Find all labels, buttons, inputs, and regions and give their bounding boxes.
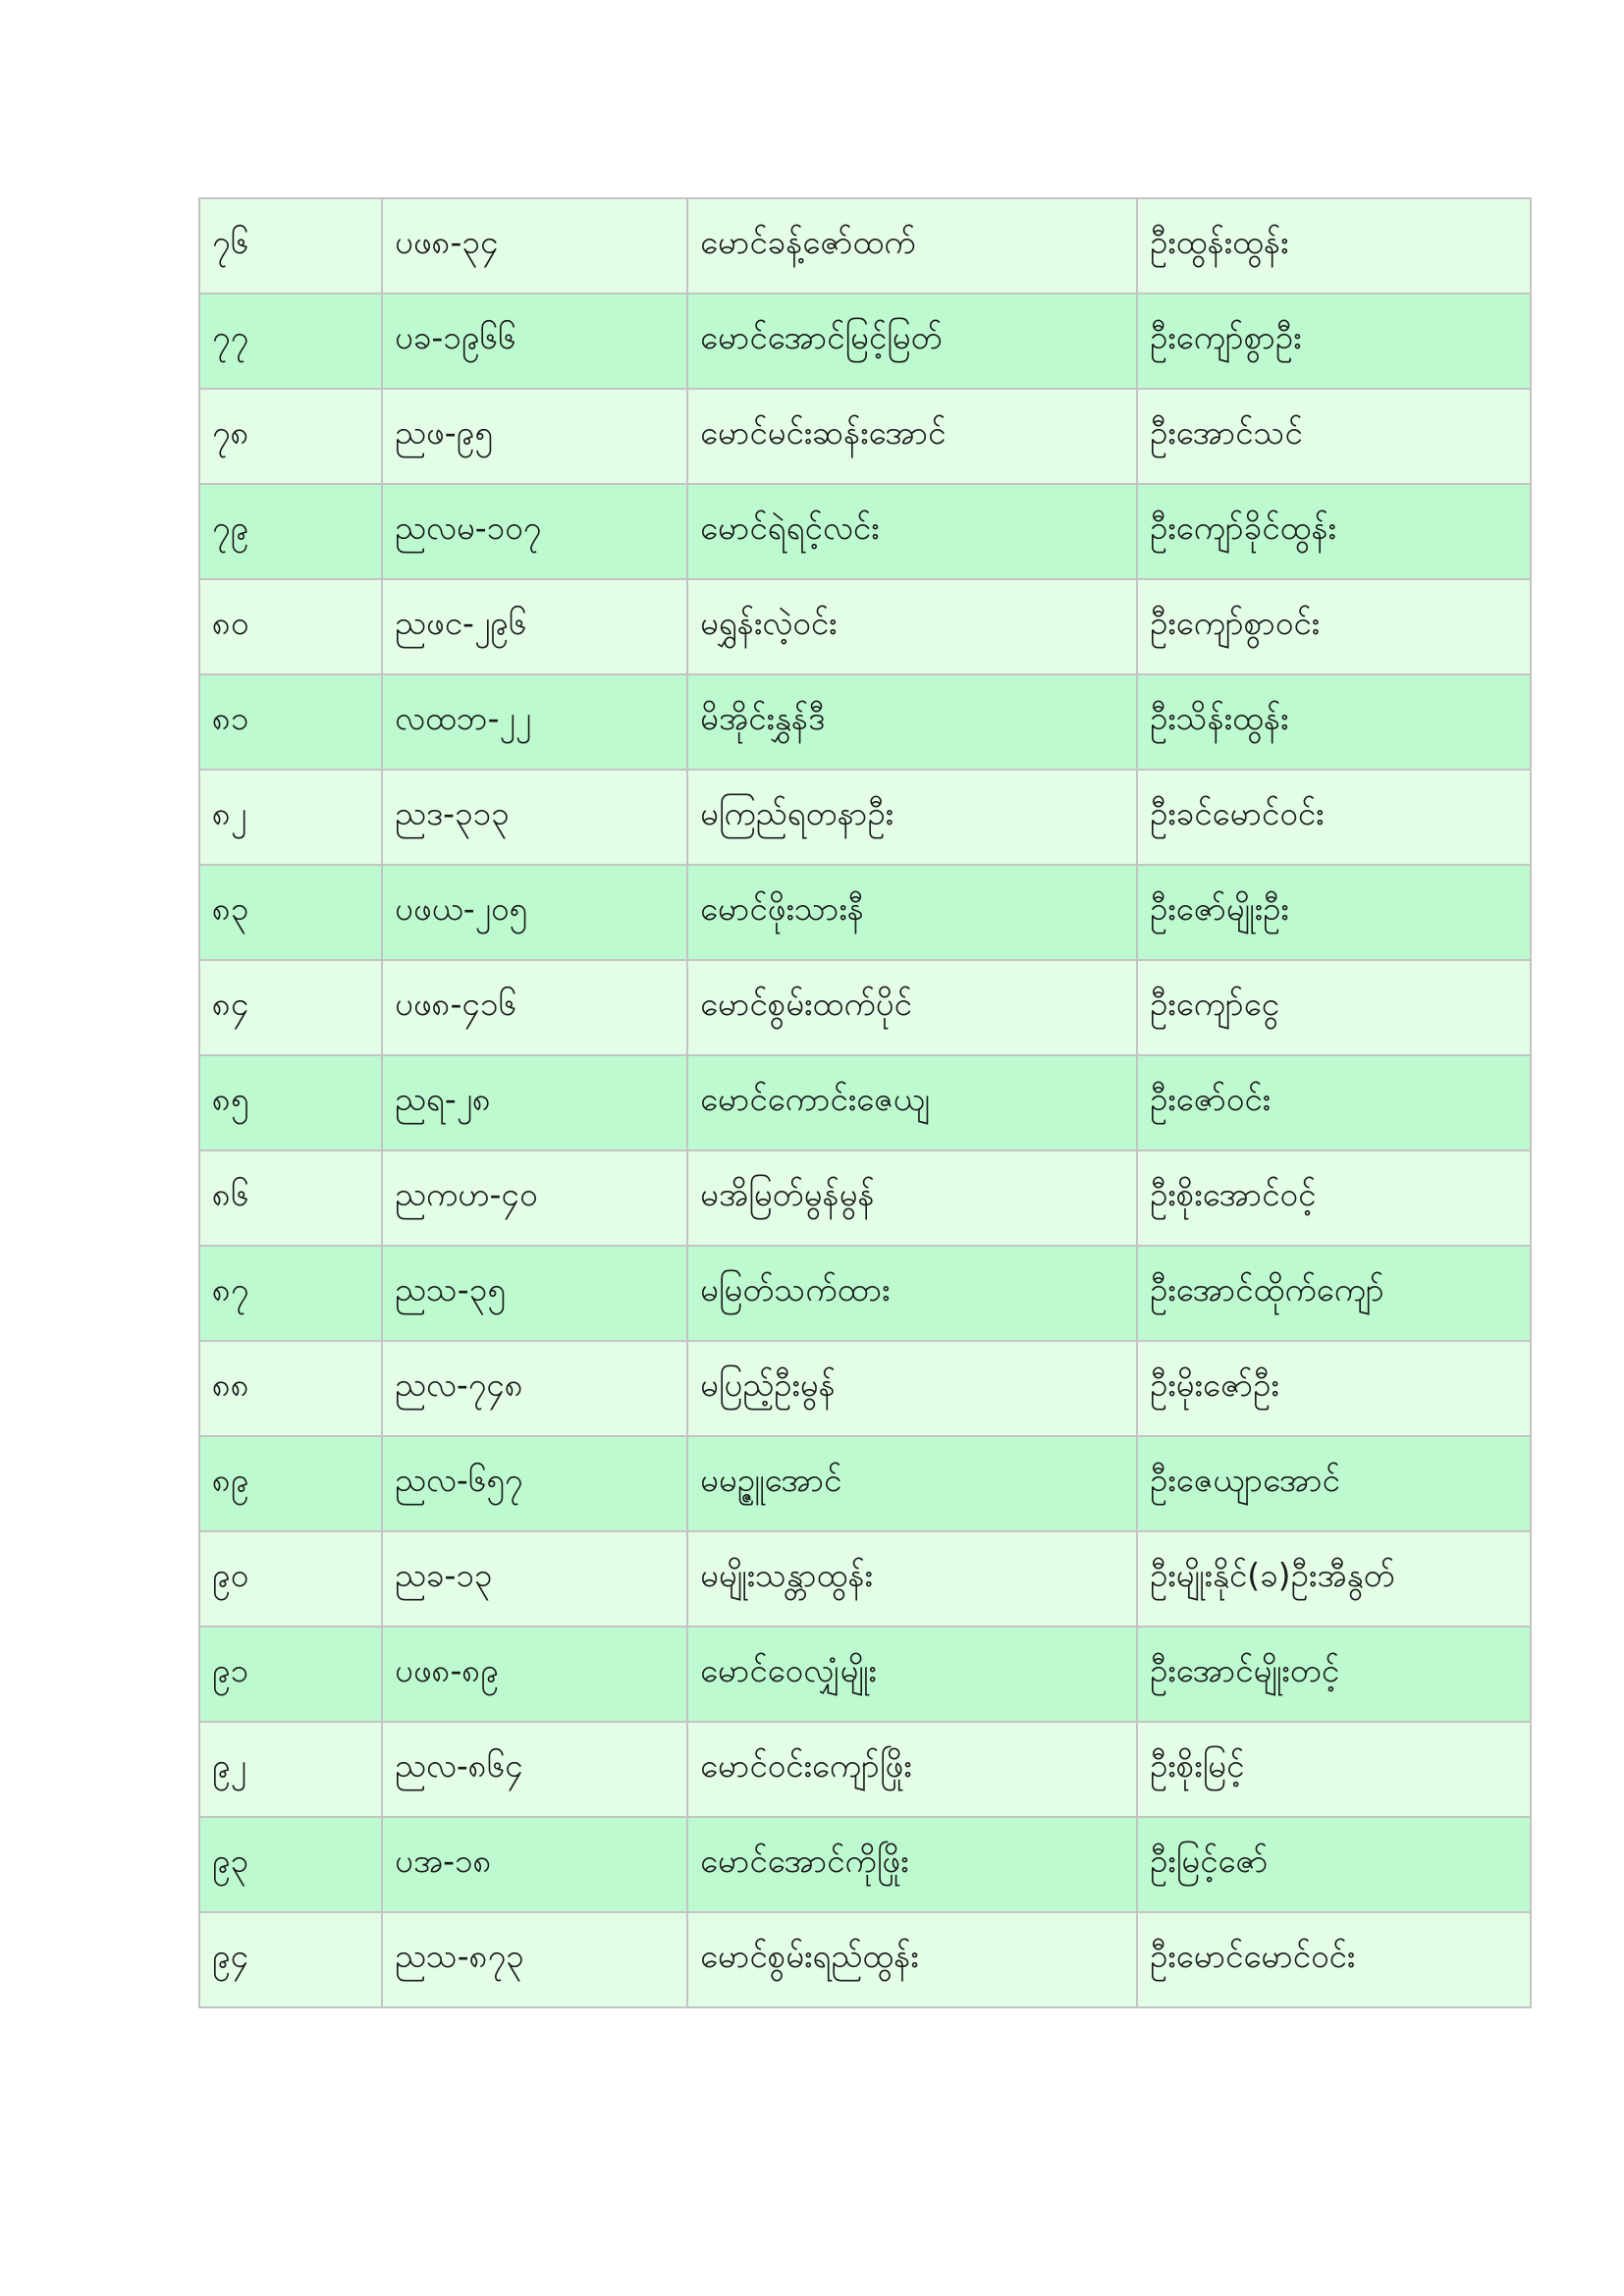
- table-row: [199, 1150, 1531, 1246]
- serial-number-cell: ၈၁: [199, 674, 382, 770]
- student-name-cell: မောင်မင်းဆန်းအောင်: [687, 389, 1137, 484]
- parent-name-cell: ဦးမျိုးနိုင်(ခ)ဦးအီနွတ်: [1137, 1531, 1531, 1627]
- student-name-cell: မိအိုင်းနွှန်ဒီ: [687, 674, 1137, 770]
- parent-name-cell: ဦးအောင်သင်: [1137, 389, 1531, 484]
- student-name-cell: မောင်ခန့်ဇော်ထက်: [687, 198, 1137, 294]
- table-row: [199, 294, 1531, 389]
- serial-number-cell: ၈၄: [199, 960, 382, 1055]
- parent-name-cell: ဦးအောင်မျိုးတင့်: [1137, 1627, 1531, 1722]
- student-name-cell: မောင်ရဲရင့်လင်း: [687, 484, 1137, 579]
- table-row: [199, 1627, 1531, 1722]
- table-row: [199, 1912, 1531, 2007]
- parent-name-cell: ဦးဇော်မျိုးဦး: [1137, 865, 1531, 960]
- table-row: [199, 770, 1531, 865]
- id-number-cell: ညလ-၇၄၈: [382, 1341, 687, 1436]
- id-number-cell: ပအ-၁၈: [382, 1817, 687, 1912]
- parent-name-cell: ဦးဇော်ဝင်း: [1137, 1055, 1531, 1150]
- student-name-cell: မောင်အောင်မြင့်မြတ်: [687, 294, 1137, 389]
- parent-name-cell: ဦးခင်မောင်ဝင်း: [1137, 770, 1531, 865]
- student-name-cell: မအိမြတ်မွန်မွန်: [687, 1150, 1137, 1246]
- student-name-cell: မမျိုးသန္တာထွန်း: [687, 1531, 1137, 1627]
- student-name-cell: မကြည်ရတနာဦး: [687, 770, 1137, 865]
- parent-name-cell: ဦးကျော်စွာဝင်း: [1137, 579, 1531, 674]
- serial-number-cell: ၉၂: [199, 1722, 382, 1817]
- table-row: [199, 198, 1531, 294]
- serial-number-cell: ၈၇: [199, 1246, 382, 1341]
- id-number-cell: ညလ-၈၆၄: [382, 1722, 687, 1817]
- id-number-cell: ညလ-၆၅၇: [382, 1436, 687, 1531]
- serial-number-cell: ၇၈: [199, 389, 382, 484]
- id-number-cell: ညခ-၁၃: [382, 1531, 687, 1627]
- id-number-cell: ပခ-၁၉၆၆: [382, 294, 687, 389]
- student-name-cell: မောင်ဝေလျှံမျိုး: [687, 1627, 1137, 1722]
- table-row: [199, 579, 1531, 674]
- student-name-cell: မောင်စွမ်းရည်ထွန်း: [687, 1912, 1137, 2007]
- parent-name-cell: ဦးမောင်မောင်ဝင်း: [1137, 1912, 1531, 2007]
- id-number-cell: ညကဟ-၄၀: [382, 1150, 687, 1246]
- parent-name-cell: ဦးစိုးမြင့်: [1137, 1722, 1531, 1817]
- student-name-cell: မမြတ်သက်ထား: [687, 1246, 1137, 1341]
- serial-number-cell: ၈၆: [199, 1150, 382, 1246]
- serial-number-cell: ၈၂: [199, 770, 382, 865]
- id-number-cell: ညဖင-၂၉၆: [382, 579, 687, 674]
- serial-number-cell: ၈၈: [199, 1341, 382, 1436]
- table-row: [199, 674, 1531, 770]
- table-row: [199, 1246, 1531, 1341]
- id-number-cell: ညလမ-၁၀၇: [382, 484, 687, 579]
- roster-table: [198, 197, 1532, 2008]
- parent-name-cell: ဦးကျော်ခိုင်ထွန်း: [1137, 484, 1531, 579]
- serial-number-cell: ၉၃: [199, 1817, 382, 1912]
- student-name-cell: မောင်ဖိုးသားနီ: [687, 865, 1137, 960]
- parent-name-cell: ဦးအောင်ထိုက်ကျော်: [1137, 1246, 1531, 1341]
- id-number-cell: ပဖ၈-၈၉: [382, 1627, 687, 1722]
- table-row: [199, 1341, 1531, 1436]
- parent-name-cell: ဦးစိုးအောင်ဝင့်: [1137, 1150, 1531, 1246]
- table-row: [199, 1436, 1531, 1531]
- table-row: [199, 865, 1531, 960]
- serial-number-cell: ၇၉: [199, 484, 382, 579]
- parent-name-cell: ဦးကျော်ငွေ: [1137, 960, 1531, 1055]
- student-name-cell: မရွှန်းလဲ့ဝင်း: [687, 579, 1137, 674]
- table-row: [199, 389, 1531, 484]
- serial-number-cell: ၉၁: [199, 1627, 382, 1722]
- serial-number-cell: ၈၀: [199, 579, 382, 674]
- parent-name-cell: ဦးမြင့်ဇော်: [1137, 1817, 1531, 1912]
- id-number-cell: ညဒ-၃၁၃: [382, 770, 687, 865]
- student-name-cell: မောင်စွမ်းထက်ပိုင်: [687, 960, 1137, 1055]
- table-row: [199, 1531, 1531, 1627]
- parent-name-cell: ဦးဇေယျာအောင်: [1137, 1436, 1531, 1531]
- serial-number-cell: ၇၇: [199, 294, 382, 389]
- parent-name-cell: ဦးမိုးဇော်ဦး: [1137, 1341, 1531, 1436]
- serial-number-cell: ၉၄: [199, 1912, 382, 2007]
- id-number-cell: လထဘ-၂၂: [382, 674, 687, 770]
- parent-name-cell: ဦးကျော်စွာဦး: [1137, 294, 1531, 389]
- student-name-cell: မောင်ကောင်းဇေယျ: [687, 1055, 1137, 1150]
- serial-number-cell: ၈၅: [199, 1055, 382, 1150]
- id-number-cell: ညသ-၃၅: [382, 1246, 687, 1341]
- serial-number-cell: ၉၀: [199, 1531, 382, 1627]
- serial-number-cell: ၈၃: [199, 865, 382, 960]
- student-name-cell: မမဥ္ဇူအောင်: [687, 1436, 1137, 1531]
- serial-number-cell: ၇၆: [199, 198, 382, 294]
- id-number-cell: ညသ-၈၇၃: [382, 1912, 687, 2007]
- table-row: [199, 484, 1531, 579]
- serial-number-cell: ၈၉: [199, 1436, 382, 1531]
- id-number-cell: ညရ-၂၈: [382, 1055, 687, 1150]
- table-row: [199, 1817, 1531, 1912]
- id-number-cell: ညဖ-၉၅: [382, 389, 687, 484]
- table-row: [199, 1722, 1531, 1817]
- roster-table-body: [199, 198, 1531, 2007]
- parent-name-cell: ဦးသိန်းထွန်း: [1137, 674, 1531, 770]
- student-name-cell: မောင်အောင်ကိုဖြိုး: [687, 1817, 1137, 1912]
- student-name-cell: မောင်ဝင်းကျော်ဖြိုး: [687, 1722, 1137, 1817]
- table-row: [199, 1055, 1531, 1150]
- table-row: [199, 960, 1531, 1055]
- parent-name-cell: ဦးထွန်းထွန်း: [1137, 198, 1531, 294]
- id-number-cell: ပဖယ-၂၀၅: [382, 865, 687, 960]
- id-number-cell: ပဖ၈-၄၁၆: [382, 960, 687, 1055]
- student-name-cell: မပြည့်ဦးမွန်: [687, 1341, 1137, 1436]
- id-number-cell: ပဖ၈-၃၄: [382, 198, 687, 294]
